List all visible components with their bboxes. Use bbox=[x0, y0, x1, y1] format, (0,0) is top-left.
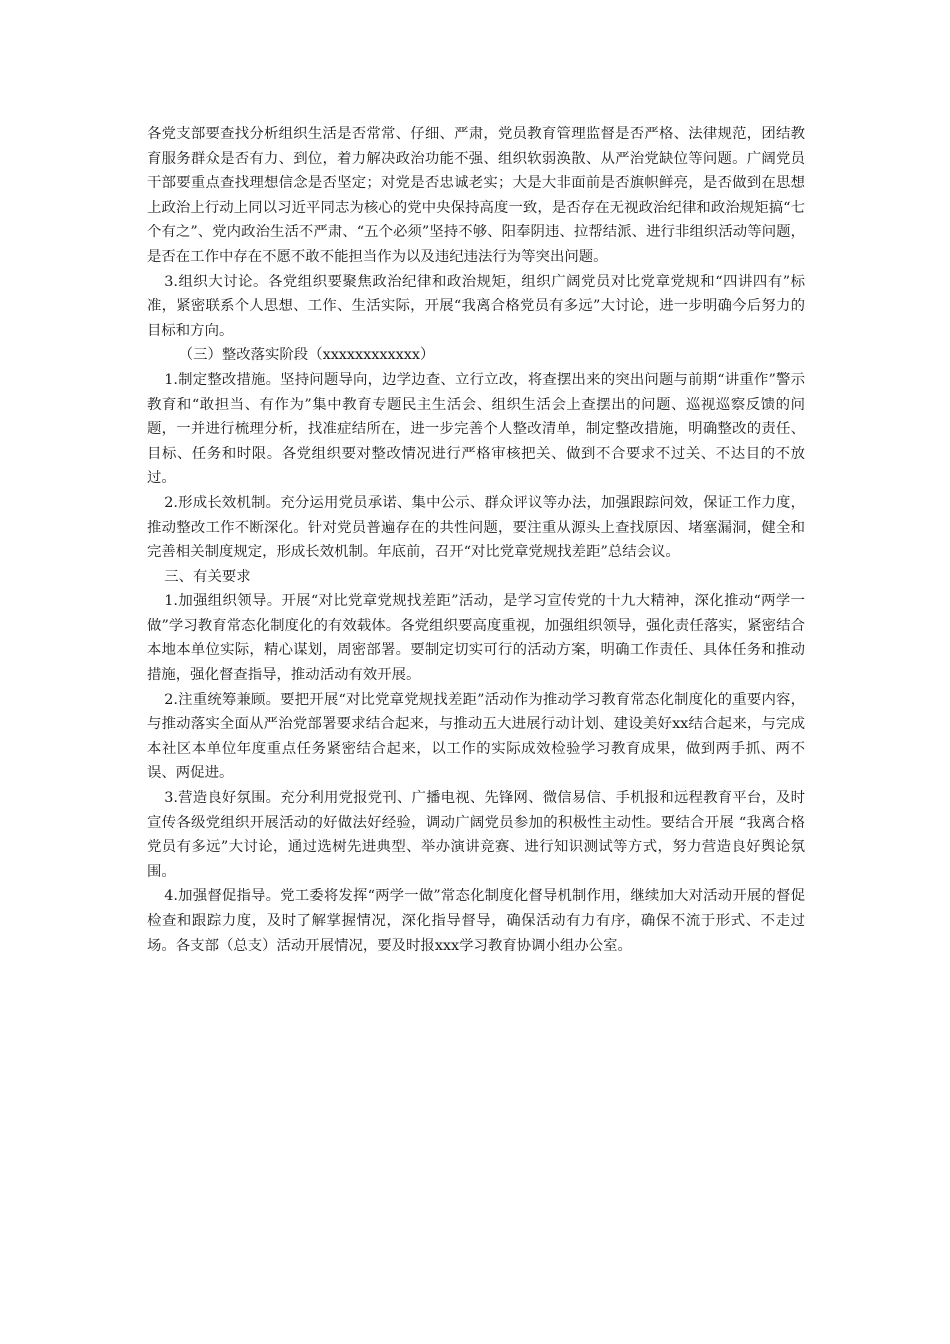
paragraph-rectification-measures: 1.制定整改措施。坚持问题导向，边学边查、立行立改，将查摆出来的突出问题与前期“讲重作”警示教育和“敢担当、有作为”集中教育专题民主生活会、组织生活会上查摆出的问题、巡视巡察反馈的问题，一并进行梳理分析，找准症结所在，进一步完善个人整改清单，制定整改措施，明确整改的责任、目标、任务和时限。各党组织要对整改情况进行严格审核把关、做到不合要求不过关、不达目的不放过。 bbox=[147, 371, 805, 487]
paragraph-long-term-mechanism: 2.形成长效机制。充分运用党员承诺、集中公示、群众评议等办法，加强跟踪问效，保证工作力度，推动整改工作不断深化。针对党员普遍存在的共性问题，要注重从源头上查找原因、堵塞漏洞，健全和完善相关制度规定，形成长效机制。年底前，召开“对比党章党规找差距”总结会议。 bbox=[147, 494, 805, 561]
paragraph-create-atmosphere: 3.营造良好氛围。充分利用党报党刊、广播电视、先锋网、微信易信、手机报和远程教育平台，及时宣传各级党组织开展活动的好做法好经验，调动广阔党员参加的积极性主动性。要结合开展 “我离合格党员有多远”大讨论，通过选树先进典型、举办演讲竞赛、进行知识测试等方式，努力营造良好舆论氛围。 bbox=[147, 790, 805, 880]
section-heading-requirements: 三、有关要求 bbox=[164, 568, 251, 585]
paragraph-organize-discussion: 3.组织大讨论。各党组织要聚焦政治纪律和政治规矩，组织广阔党员对比党章党规和“四讲四有”标准，紧密联系个人思想、工作、生活实际，开展“我离合格党员有多远”大讨论，进一步明确今后努力的目标和方向。 bbox=[147, 273, 805, 339]
section-heading-rectification-stage: （三）整改落实阶段（xxxxxxxxxxxx） bbox=[178, 347, 435, 364]
document-page bbox=[147, 122, 805, 958]
paragraph-strengthen-leadership: 1.加强组织领导。开展“对比党章党规找差距”活动，是学习宣传党的十九大精神，深化推动“两学一做”学习教育常态化制度化的有效载体。各党组织要高度重视，加强组织领导，强化责任落实，紧密结合本地本单位实际，精心谋划，周密部署。要制定切实可行的活动方案，明确工作责任、具体任务和推动措施，强化督查指导，推动活动有效开展。 bbox=[147, 593, 805, 684]
paragraph-party-branch-review: 各党支部要查找分析组织生活是否常常、仔细、严肃，党员教育管理监督是否严格、法律规范，团结教育服务群众是否有力、到位，着力解决政治功能不强、组织软弱涣散、从严治党缺位等问题。广阔党员干部要重点查找理想信念是否坚定；对党是否忠诚老实；大是大非面前是否旗帜鲜亮，是否做到在思想上政治上行动上同以习近平同志为核心的党中央保持高度一致，是否存在无视政治纪律和政治规矩搞“七个有之”、党内政治生活不严肃、“五个必须”坚持不够、阳奉阴违、拉帮结派、进行非组织活动等问题，是否在工作中存在不愿不敢不能担当作为以及违纪违法行为等突出问题。 bbox=[147, 126, 805, 265]
paragraph-overall-planning: 2.注重统筹兼顾。要把开展“对比党章党规找差距”活动作为推动学习教育常态化制度化的重要内容，与推动落实全面从严治党部署要求结合起来，与推动五大进展行动计划、建设美好xx结合起来，与完成本社区本单位年度重点任务紧密结合起来，以工作的实际成效检验学习教育成果，做到两手抓、两不误、两促进。 bbox=[147, 691, 805, 782]
paragraph-supervision-guidance: 4.加强督促指导。党工委将发挥“两学一做”常态化制度化督导机制作用，继续加大对活动开展的督促检查和跟踪力度，及时了解掌握情况，深化指导督导，确保活动有力有序，确保不流于形式、不走过场。各支部（总支）活动开展情况，要及时报xxx学习教育协调小组办公室。 bbox=[147, 888, 805, 954]
